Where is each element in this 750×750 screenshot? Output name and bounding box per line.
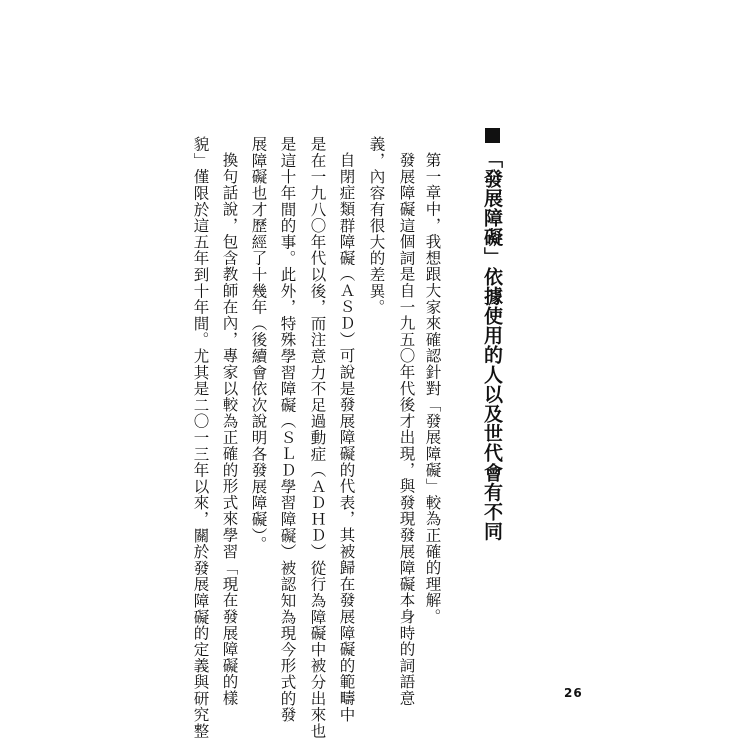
- text-line: 自閉症類群障礙（ＡＳＤ）可說是發展障礙的代表，其被歸在發展障礙的範疇中: [337, 152, 356, 723]
- text-line: 換句話說，包含教師在內，專家以較為正確的形式來學習「現在發展障礙的樣: [220, 152, 239, 707]
- heading-square-icon: [485, 128, 500, 143]
- text-line: 發展障礙這個詞是自一九五〇年代後才出現，與發現發展障礙本身時的詞語意: [397, 152, 416, 707]
- text-line: 第一章中，我想跟大家來確認針對「發展障礙」較為正確的理解。: [423, 152, 442, 625]
- text-line: 是在一九八〇年代以後，而注意力不足過動症（ＡＤＨＤ）從行為障礙中被分出來也: [308, 136, 327, 740]
- text-line: 是這十年間的事。此外，特殊學習障礙（ＳＬＤ學習障礙）被認知為現今形式的發: [278, 136, 297, 723]
- page-number: 26: [564, 686, 583, 700]
- text-line: 義，內容有很大的差異。: [367, 136, 386, 316]
- section-heading-text: 「發展障礙」依據使用的人以及世代會有不同: [481, 149, 503, 541]
- section-heading: [482, 128, 501, 541]
- text-line: 展障礙也才歷經了十幾年（後續會依次說明各發展障礙）。: [249, 136, 268, 553]
- text-line: 貌」僅限於這五年到十年間。尤其是二〇一三年以來，關於發展障礙的定義與研究整: [191, 136, 210, 740]
